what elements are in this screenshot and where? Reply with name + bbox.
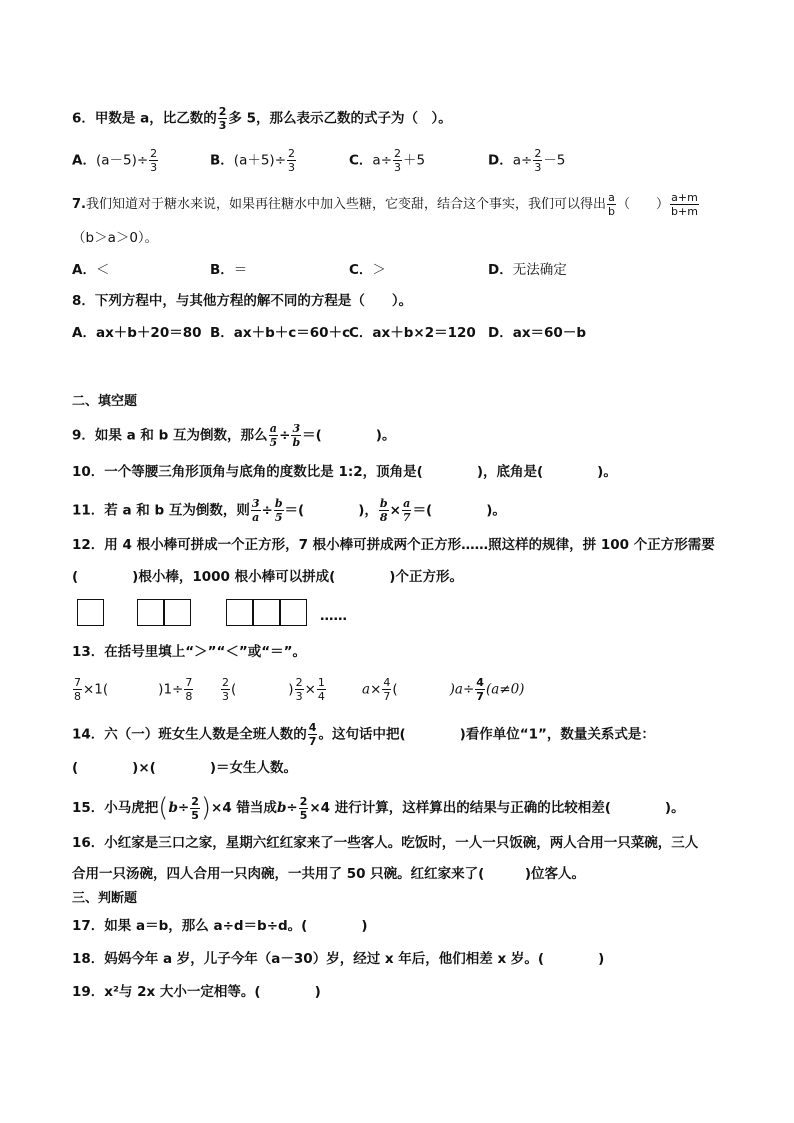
q10: 10．一个等腰三角形顶角与底角的度数比是 1:2，顶角是( )，底角是( )。 [72, 464, 617, 480]
q6-text-post: 多 5，那么表示乙数的式子为（ ）。 [228, 110, 452, 127]
option-fraction [393, 148, 402, 173]
square [226, 599, 253, 626]
numerator: 1 [317, 676, 325, 689]
denominator: b+m [671, 205, 698, 218]
q9 [72, 423, 395, 448]
option-fraction [533, 148, 542, 173]
q8-stem: 8．下列方程中，与其他方程的解不同的方程是（ ）。 [72, 293, 413, 309]
option-key: B． [210, 325, 234, 341]
q7-option-c[interactable] [349, 260, 386, 280]
option-key: D． [488, 152, 513, 169]
option-text: (a－5)÷ [95, 152, 149, 169]
q13-item-1 [72, 677, 194, 702]
fraction [299, 796, 309, 821]
question-number: 7. [72, 197, 86, 212]
option-text: ＞ [372, 262, 386, 278]
q6-option-d[interactable] [488, 148, 565, 173]
denominator: 8 [379, 511, 388, 524]
fraction [221, 677, 230, 702]
numerator: 2 [534, 147, 542, 160]
variable: a [362, 681, 371, 698]
q11 [72, 498, 506, 523]
denominator: 5 [269, 436, 278, 449]
q12-line-1: 12．用 4 根小棒可拼成一个正方形，7 根小棒可拼成两个正方形……照这样的规律，拼 100 个正方形需要 [72, 537, 715, 553]
option-text: ax＋b＋c＝60＋c [233, 325, 351, 341]
option-key: D． [488, 262, 513, 278]
option-text-post: －5 [543, 152, 566, 169]
denominator: 7 [383, 690, 391, 703]
option-key: B． [210, 262, 234, 278]
q7-condition: （b＞a＞0）。 [72, 230, 159, 246]
numerator: a [403, 497, 411, 510]
option-text: ＜ [95, 262, 110, 278]
denominator: 3 [288, 161, 296, 174]
denominator: b [292, 436, 301, 449]
condition: (a≠0) [485, 681, 525, 698]
fraction [475, 677, 485, 702]
answer-blank[interactable]: ＝( )， [284, 502, 378, 519]
option-key: A． [72, 152, 96, 169]
numerator: 4 [308, 721, 317, 734]
q16-line-2: 合用一只汤碗，四人合用一只肉碗，一共用了 50 只碗。红红家来了( )位客人。 [72, 866, 586, 882]
q7-option-b[interactable] [210, 260, 247, 280]
q8-option-a[interactable] [72, 323, 202, 343]
numerator: a+m [671, 191, 698, 204]
denominator: 3 [222, 690, 229, 703]
expr-text: ) [288, 681, 294, 698]
denominator: 7 [402, 511, 411, 524]
denominator: b [608, 205, 615, 218]
denominator: 8 [185, 690, 193, 703]
operator: × [304, 681, 316, 698]
q9-fraction-1 [268, 423, 278, 448]
q7-option-a[interactable] [72, 260, 109, 280]
expr-text: b÷ [168, 800, 190, 816]
denominator: a [252, 511, 260, 524]
q11-fraction-2 [274, 498, 284, 523]
numerator: b [274, 497, 283, 510]
fraction [184, 677, 193, 702]
numerator: 2 [218, 105, 227, 118]
section-heading: 二、填空题 [72, 394, 138, 409]
expr-text: )a÷ [449, 681, 475, 698]
section-heading: 三、判断题 [72, 891, 138, 906]
numerator: 7 [74, 676, 81, 689]
option-text-post: ＋5 [403, 152, 426, 169]
fraction [317, 677, 326, 702]
numerator: 3 [251, 497, 260, 510]
q8-option-c[interactable] [349, 323, 476, 343]
square [253, 599, 280, 626]
q6-option-b[interactable] [210, 148, 297, 173]
q15-text: 15．小马虎把 [72, 800, 159, 816]
operator: ÷ [279, 427, 291, 444]
numerator: 3 [292, 422, 301, 435]
denominator: 7 [476, 690, 484, 703]
option-key: C． [349, 325, 373, 341]
expr-text: ×1( [83, 681, 109, 698]
numerator: 2 [295, 676, 303, 689]
q6-option-c[interactable] [349, 148, 425, 173]
option-text: ax＝60－b [512, 325, 586, 341]
option-key: C． [349, 262, 373, 278]
q17: 17．如果 a＝b，那么 a÷d＝b÷d。( ) [72, 918, 368, 934]
denominator: 3 [534, 161, 542, 174]
q7-fraction-am-bm [670, 192, 699, 217]
numerator: a [608, 191, 615, 204]
option-fraction [149, 148, 158, 173]
operator: × [370, 681, 382, 698]
expr-text: )1÷ [158, 681, 184, 698]
denominator: 3 [394, 161, 402, 174]
ellipsis: …… [320, 608, 347, 624]
option-key: D． [488, 325, 513, 341]
option-text: ax＋b×2＝120 [372, 325, 476, 341]
q12-line-2: ( )根小棒，1000 根小棒可以拼成( )个正方形。 [72, 569, 463, 585]
q7-stem [72, 192, 700, 217]
denominator: 5 [191, 808, 199, 822]
denominator: 3 [295, 690, 303, 703]
option-fraction [287, 148, 296, 173]
numerator: 2 [288, 147, 296, 160]
numerator: 2 [150, 147, 158, 160]
denominator: 5 [299, 808, 308, 822]
q16-line-1: 16．小红家是三口之家，星期六红红家来了一些客人。吃饭时，一人一只饭碗，两人合用一只菜碗，三人 [72, 835, 699, 851]
option-text: a÷ [512, 152, 533, 169]
denominator: 3 [150, 161, 158, 174]
q18: 18．妈妈今年 a 岁，儿子今年（a－30）岁，经过 x 年后，他们相差 x 岁。( ) [72, 951, 605, 967]
denominator: 8 [74, 690, 81, 703]
q11-text: 11．若 a 和 b 互为倒数，则 [72, 502, 250, 519]
q6-fraction [218, 106, 228, 131]
q8-option-b[interactable] [210, 323, 350, 343]
option-text: ax＋b＋20＝80 [95, 325, 202, 341]
denominator: 4 [317, 690, 325, 703]
fraction [382, 677, 391, 702]
q7-text: 我们知道对于糖水来说，如果再往糖水中加入些糖，它变甜，结合这个事实，我们可以得出 [85, 197, 606, 212]
option-key: B． [210, 152, 234, 169]
option-text: ＝ [233, 262, 248, 278]
q8-option-d[interactable] [488, 323, 586, 343]
q19: 19．x²与 2x 大小一定相等。( ) [72, 984, 321, 1000]
q13-stem: 13．在括号里填上“＞”“＜”或“＝”。 [72, 644, 307, 660]
expr-text: ( [231, 681, 237, 698]
option-text: a÷ [372, 152, 393, 169]
option-key: A． [72, 262, 96, 278]
option-key: A． [72, 325, 96, 341]
numerator: 2 [222, 676, 229, 689]
numerator: 4 [383, 676, 391, 689]
numerator: 2 [191, 794, 199, 808]
q9-text: 9．如果 a 和 b 互为倒数，那么 [72, 427, 268, 444]
numerator: 7 [185, 676, 193, 689]
expr-text: ( [392, 681, 398, 698]
answer-blank[interactable]: ＝( )。 [302, 427, 396, 444]
q14-text-post: 。这句话中把( )看作单位“1”，数量关系式是： [318, 726, 655, 743]
q6-option-a[interactable] [72, 148, 159, 173]
q13-item-3 [362, 677, 524, 702]
option-text: 无法确定 [512, 262, 567, 278]
question-number: 6． [72, 110, 95, 127]
square [280, 599, 307, 626]
square [77, 599, 104, 626]
q11-fraction-4 [402, 498, 412, 523]
numerator: 2 [394, 147, 402, 160]
q14-line-1 [72, 722, 655, 747]
denominator: 3 [218, 119, 227, 132]
q7-option-d[interactable] [488, 260, 567, 280]
paren: ( [158, 793, 169, 823]
numerator: 4 [476, 676, 484, 689]
numerator: 2 [299, 794, 308, 808]
q15 [72, 795, 685, 821]
q7-fraction-a-b [607, 192, 616, 217]
fraction [295, 677, 304, 702]
q14-text: 14．六（一）班女生人数是全班人数的 [72, 726, 307, 743]
answer-blank[interactable]: （ ） [616, 197, 669, 212]
fraction [73, 677, 82, 702]
denominator: 5 [274, 511, 283, 524]
q6-stem [72, 106, 452, 131]
numerator: b [379, 497, 388, 510]
square [164, 599, 191, 626]
q11-fraction-3 [379, 498, 389, 523]
q13-item-2 [220, 677, 327, 702]
q6-text: 甲数是 a，比乙数的 [94, 110, 217, 127]
option-key: C． [349, 152, 373, 169]
fraction [190, 796, 200, 821]
paren: ) [200, 793, 212, 823]
operator: × [389, 502, 401, 519]
q15-text-mid: ×4 错当成 [211, 800, 277, 816]
denominator: 7 [308, 735, 317, 748]
q15-text-post: ×4 进行计算，这样算出的结果与正确的比较相差( )。 [309, 800, 685, 816]
answer-blank[interactable]: ＝( )。 [412, 502, 506, 519]
q14-line-2: ( )×( )＝女生人数。 [72, 760, 297, 776]
operator: ÷ [261, 502, 273, 519]
expr-text: b÷ [276, 800, 298, 816]
numerator: a [269, 422, 277, 435]
q9-fraction-2 [291, 423, 301, 448]
fraction [308, 722, 318, 747]
square [137, 599, 164, 626]
q11-fraction-1 [251, 498, 261, 523]
option-text: (a＋5)÷ [233, 152, 287, 169]
